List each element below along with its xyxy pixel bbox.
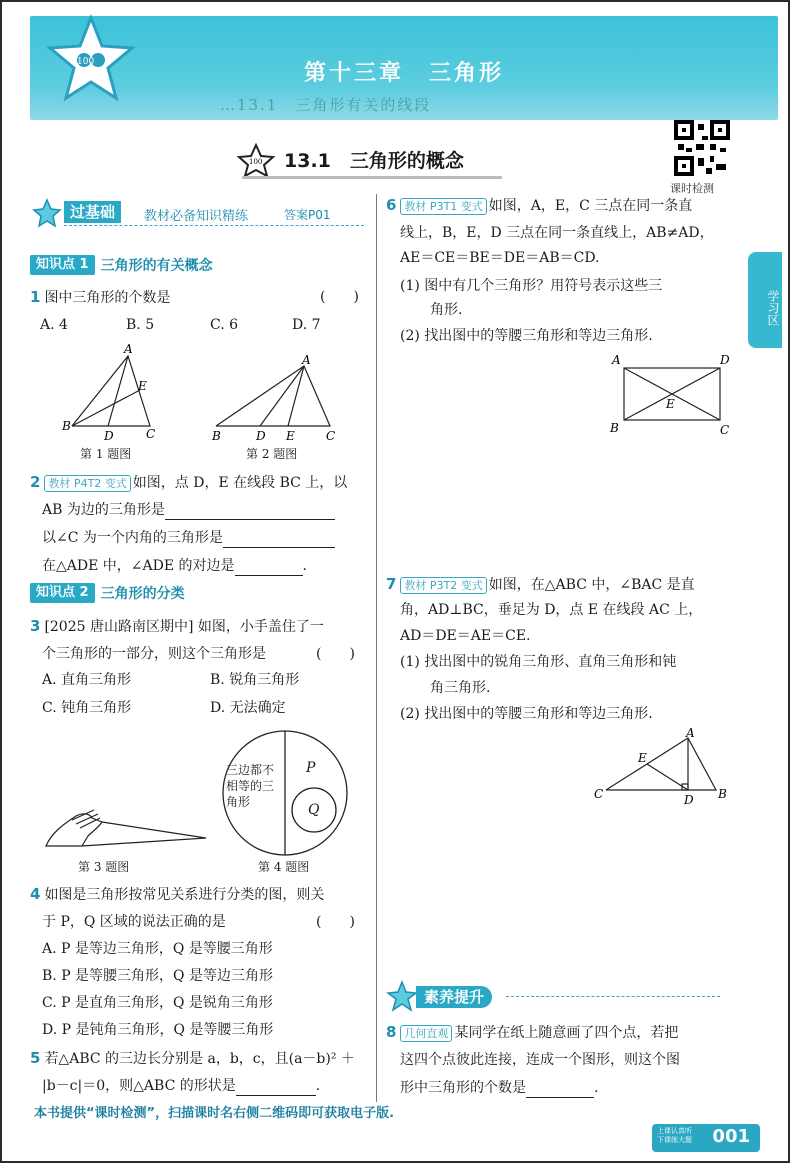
section-label: 素养提升 <box>416 986 492 1008</box>
svg-text:E: E <box>638 751 647 765</box>
option-a[interactable]: A. 直角三角形 <box>42 672 132 688</box>
question-5 <box>30 1048 355 1069</box>
svg-text:D: D <box>720 353 730 367</box>
option-c[interactable]: C. 6 <box>210 317 239 333</box>
page-tiny-text <box>657 1127 692 1145</box>
answer-paren[interactable]: ( ) <box>316 646 355 662</box>
q3-line2: 个三角形的一部分，则这个三角形是 <box>42 646 266 662</box>
q5-line2: |b－c|＝0，则△ABC 的形状是 . <box>42 1078 321 1094</box>
question-text: 如图，A，E，C 三点在同一条直 <box>488 198 693 214</box>
q7-sub1: (1) 找出图中的锐角三角形、直角三角形和钝 <box>400 654 677 670</box>
svg-text:E: E <box>666 397 675 411</box>
section-header-basics <box>32 198 366 226</box>
textbook-tag: 教材 P3T1 变式 <box>400 198 486 215</box>
answer-ref: 答案P01 <box>284 208 331 222</box>
q7-line3: AD＝DE＝AE＝CE. <box>400 628 531 644</box>
page-number-box <box>652 1124 760 1152</box>
page-number: 001 <box>712 1126 750 1147</box>
svg-text:A: A <box>686 726 695 740</box>
question-text: 如图，在△ABC 中，∠BAC 是直 <box>488 577 695 593</box>
region-q-label: Q <box>308 802 320 818</box>
q8-line2: 这四个点彼此连接，连成一个图形，则这个图 <box>400 1052 680 1068</box>
svg-text:E: E <box>138 379 147 393</box>
figure-2-caption: 第 2 题图 <box>246 447 298 461</box>
answer-blank[interactable] <box>236 1080 316 1096</box>
answer-paren[interactable]: ( ) <box>316 914 355 930</box>
option-b[interactable]: B. 5 <box>126 317 155 333</box>
question-number: 3 <box>30 617 41 635</box>
q7-line2: 角，AD⊥BC，垂足为 D，点 E 在线段 AC 上， <box>400 602 703 618</box>
tiny-line: 上课认真听 <box>657 1127 692 1135</box>
section-divider <box>64 225 364 226</box>
svg-text:D: D <box>684 793 694 806</box>
section-header-advanced <box>386 980 726 1012</box>
answer-blank[interactable] <box>223 532 335 548</box>
q2-line2 <box>42 500 335 520</box>
svg-text:100: 100 <box>77 57 95 67</box>
column-divider <box>376 194 377 1102</box>
q6-sub1: (1) 图中有几个三角形？用符号表示这些三 <box>400 278 663 294</box>
label-line: 相等的三 <box>226 779 275 793</box>
textbook-tag: 教材 P3T2 变式 <box>400 577 486 594</box>
svg-text:B: B <box>718 787 727 801</box>
figure-q6-rectangle <box>606 350 736 438</box>
figure-1-caption: 第 1 题图 <box>80 447 132 461</box>
section-label: 过基础 <box>64 201 121 223</box>
star-mascot-icon <box>386 980 418 1012</box>
question-text: 若△ABC 的三边长分别是 a，b，c，且(a－b)² ＋ <box>44 1051 355 1067</box>
svg-text:B: B <box>610 421 619 435</box>
q7-sub2: (2) 找出图中的等腰三角形和等边三角形. <box>400 706 653 722</box>
figure-q7-triangle <box>590 726 734 806</box>
q6-sub1-cont: 角形. <box>430 302 463 318</box>
question-3 <box>30 616 324 637</box>
title-underline <box>242 176 502 179</box>
chapter-title: 第十三章 三角形 <box>303 61 504 86</box>
svg-text:A: A <box>124 342 133 356</box>
option-d[interactable]: D. 7 <box>292 317 321 333</box>
chapter-banner <box>30 16 778 120</box>
q6-line3: AE＝CE＝BE＝DE＝AB＝CD. <box>400 250 600 266</box>
question-text: 某同学在纸上随意画了四个点，若把 <box>454 1025 679 1041</box>
section-divider <box>506 996 720 997</box>
mascot-star-logo <box>46 14 136 106</box>
kp-title: 三角形的有关概念 <box>100 258 213 274</box>
svg-text:D: D <box>104 429 114 442</box>
figure-1 <box>58 342 168 442</box>
textbook-tag: 几何直观 <box>400 1025 452 1042</box>
section-title: 13.1 三角形的概念 <box>284 150 464 172</box>
question-number: 1 <box>30 288 41 306</box>
footer-note: 本书提供“课时检测”，扫描课时名右侧二维码即可获取电子版. <box>34 1106 395 1121</box>
option-b[interactable]: B. 锐角三角形 <box>210 672 300 688</box>
question-text: [2025 唐山路南区期中] 如图，小手盖住了一 <box>44 619 324 635</box>
option-d[interactable]: D. P 是钝角三角形，Q 是等腰三角形 <box>42 1022 274 1038</box>
answer-blank[interactable] <box>165 504 335 520</box>
text: 在△ADE 中，∠ADE 的对边是 <box>42 558 235 574</box>
svg-text:100: 100 <box>249 158 263 166</box>
q8-line3: 形中三角形的个数是 . <box>400 1080 599 1096</box>
question-number: 6 <box>386 196 397 214</box>
q6-line2: 线上，B，E，D 三点在同一条直线上，AB≠AD， <box>400 225 714 241</box>
tiny-line: 下课练大题 <box>657 1136 692 1144</box>
knowledge-point-1 <box>30 254 213 276</box>
svg-text:A: A <box>612 353 621 367</box>
star-mascot-icon <box>32 198 62 228</box>
section-subtitle: 教材必备知识精练 <box>144 209 249 224</box>
figure-3-caption: 第 3 题图 <box>78 860 130 874</box>
star-icon <box>236 142 276 176</box>
qr-code[interactable] <box>674 120 730 176</box>
text: |b－c|＝0，则△ABC 的形状是 <box>42 1078 236 1094</box>
qr-caption: 课时检测 <box>670 182 714 195</box>
region-p-label: P <box>306 760 316 776</box>
option-a[interactable]: A. 4 <box>40 317 68 333</box>
label-line: 角形 <box>226 795 251 809</box>
question-number: 8 <box>386 1023 397 1041</box>
figure-3-hand-triangle <box>42 802 212 852</box>
question-7 <box>386 574 695 595</box>
question-6 <box>386 195 692 216</box>
text: 形中三角形的个数是 <box>400 1080 526 1096</box>
svg-text:D: D <box>256 429 266 443</box>
svg-text:A: A <box>302 354 311 367</box>
answer-blank[interactable] <box>526 1082 594 1098</box>
q2-line3 <box>42 528 335 548</box>
answer-blank[interactable] <box>235 560 303 576</box>
question-number: 4 <box>30 885 41 903</box>
question-number: 2 <box>30 473 41 491</box>
question-text: 如图是三角形按常见关系进行分类的图，则关 <box>44 887 325 903</box>
q6-sub2: (2) 找出图中的等腰三角形和等边三角形. <box>400 328 653 344</box>
answer-paren[interactable]: ( ) <box>320 289 359 305</box>
question-text: 如图，点 D，E 在线段 BC 上，以 <box>132 475 348 491</box>
question-2 <box>30 472 347 493</box>
svg-text:B: B <box>212 429 221 443</box>
label-line: 三边都不 <box>226 763 275 777</box>
option-c[interactable]: C. P 是直角三角形，Q 是锐角三角形 <box>42 995 273 1011</box>
question-number: 7 <box>386 575 397 593</box>
knowledge-point-2 <box>30 582 185 604</box>
q4-line2: 于 P，Q 区域的说法正确的是 <box>42 914 226 930</box>
banner-faded-text: …13.1 三角形有关的线段 <box>220 96 432 114</box>
svg-text:E: E <box>286 429 295 443</box>
question-number: 5 <box>30 1049 41 1067</box>
svg-text:C: C <box>720 423 730 437</box>
svg-text:C: C <box>326 429 336 443</box>
option-b[interactable]: B. P 是等腰三角形，Q 是等边三角形 <box>42 968 273 984</box>
question-8 <box>386 1022 678 1043</box>
kp-label: 知识点 2 <box>30 583 95 603</box>
figure-4-left-label <box>226 762 274 810</box>
svg-text:C: C <box>594 787 604 801</box>
svg-text:C: C <box>146 427 156 441</box>
option-d[interactable]: D. 无法确定 <box>210 700 286 716</box>
text: 以∠C 为一个内角的三角形是 <box>42 530 223 546</box>
study-area-tab[interactable]: 学习区 <box>748 252 782 348</box>
figure-4-caption: 第 4 题图 <box>258 860 310 874</box>
question-text: 图中三角形的个数是 <box>44 290 171 306</box>
question-4 <box>30 884 324 905</box>
svg-text:B: B <box>62 419 71 433</box>
section-title-bar <box>228 142 500 176</box>
question-1 <box>30 287 170 308</box>
kp-label: 知识点 1 <box>30 255 95 275</box>
kp-title: 三角形的分类 <box>100 586 185 602</box>
option-a[interactable]: A. P 是等边三角形，Q 是等腰三角形 <box>42 941 273 957</box>
q7-sub1-cont: 角三角形. <box>430 680 491 696</box>
q2-line4: 在△ADE 中，∠ADE 的对边是 . <box>42 558 307 574</box>
figure-2 <box>206 354 346 444</box>
text: AB 为边的三角形是 <box>42 502 165 518</box>
textbook-tag: 教材 P4T2 变式 <box>44 475 130 492</box>
option-c[interactable]: C. 钝角三角形 <box>42 700 132 716</box>
